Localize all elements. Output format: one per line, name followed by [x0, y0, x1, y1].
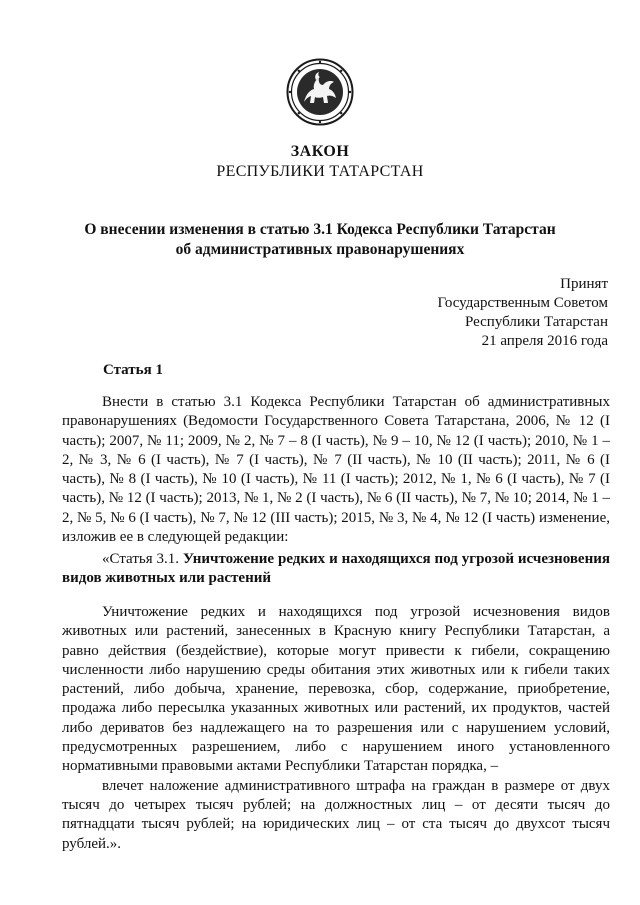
adoption-block	[438, 275, 609, 351]
adopted-line3: Республики Татарстан	[464, 314, 608, 330]
paragraph-text: Внести в статью 3.1 Кодекса Республики Татарстан об административных правонарушениях (Ведомости Государственного Совета Татарстана, 2006, № 12 (I часть); 2007, № 11; 2009, № 2, № 7 – 8 (I часть), № 9 – 10, № 12 (I часть); 2010, № 1 – 2, № 3, № 6 (I часть), № 7 (I часть), № 7 (II часть), № 10 (II часть); 2011, № 6 (I часть), № 8 (I часть), № 10 (I часть), № 11 (I часть); 2012, № 1, № 6 (I часть), № 7 (I часть), № 12 (I часть); 2013, № 1, № 2 (I часть), № 6 (II часть), № 7, № 10; 2014, № 1 – 2, № 5, № 6 (I часть), № 7, № 12 (III часть); 2015, № 3, № 4, № 12 (I часть) изменение, изложив ее в следующей редакции:	[62, 394, 610, 546]
new-article-heading	[62, 550, 610, 589]
tatarstan-emblem-icon	[286, 58, 354, 126]
new-article-title: Уничтожение редких и находящихся под угрозой исчезновения видов животных или растений	[62, 551, 610, 587]
article-paragraph-3	[62, 603, 610, 854]
new-article-prefix: «Статья 3.1.	[102, 551, 180, 567]
adopted-line1: Принят	[560, 276, 608, 292]
paragraph-text	[62, 550, 610, 589]
law-title-line1: ЗАКОН	[290, 143, 350, 160]
paragraph-text: Уничтожение редких и находящихся под угрозой исчезновения видов животных или растений, занесенных в Красную книгу Республики Татарстан, а равно действия (бездействие), которые могут привести к гибели, сокращению численности либо нарушению среды обитания этих животных или к гибели таких растений, либо добыча, хранение, перевозка, сбор, содержание, приобретение, продажа либо пересылка указанных животных или растений, их продуктов, частей либо дериватов без надлежащего на то разрешения или с нарушением условий, предусмотренных разрешением, либо с нарушением иного установленного нормативными правовыми актами Республики Татарстан порядка, –	[62, 604, 610, 775]
adopted-line2: Государственным Советом	[437, 295, 608, 311]
law-heading-line1: О внесении изменения в статью 3.1 Кодекса Республики Татарстан	[84, 221, 556, 238]
law-title-line2: РЕСПУБЛИКИ ТАТАРСТАН	[216, 163, 424, 180]
article-label: Статья 1	[103, 362, 163, 378]
adopted-date: 21 апреля 2016 года	[481, 333, 608, 349]
article-paragraph-1	[62, 393, 610, 547]
law-heading-line2: об административных правонарушениях	[175, 241, 465, 258]
paragraph-text-penalty: влечет наложение административного штрафа на граждан в размере от двух тысяч до четырех тысяч рублей; на должностных лиц – от десяти тысяч до пятнадцати тысяч рублей; на юридических лиц – от ста тысяч до двухсот тысяч рублей.».	[62, 777, 610, 852]
law-heading	[60, 220, 580, 260]
law-title	[0, 142, 640, 182]
